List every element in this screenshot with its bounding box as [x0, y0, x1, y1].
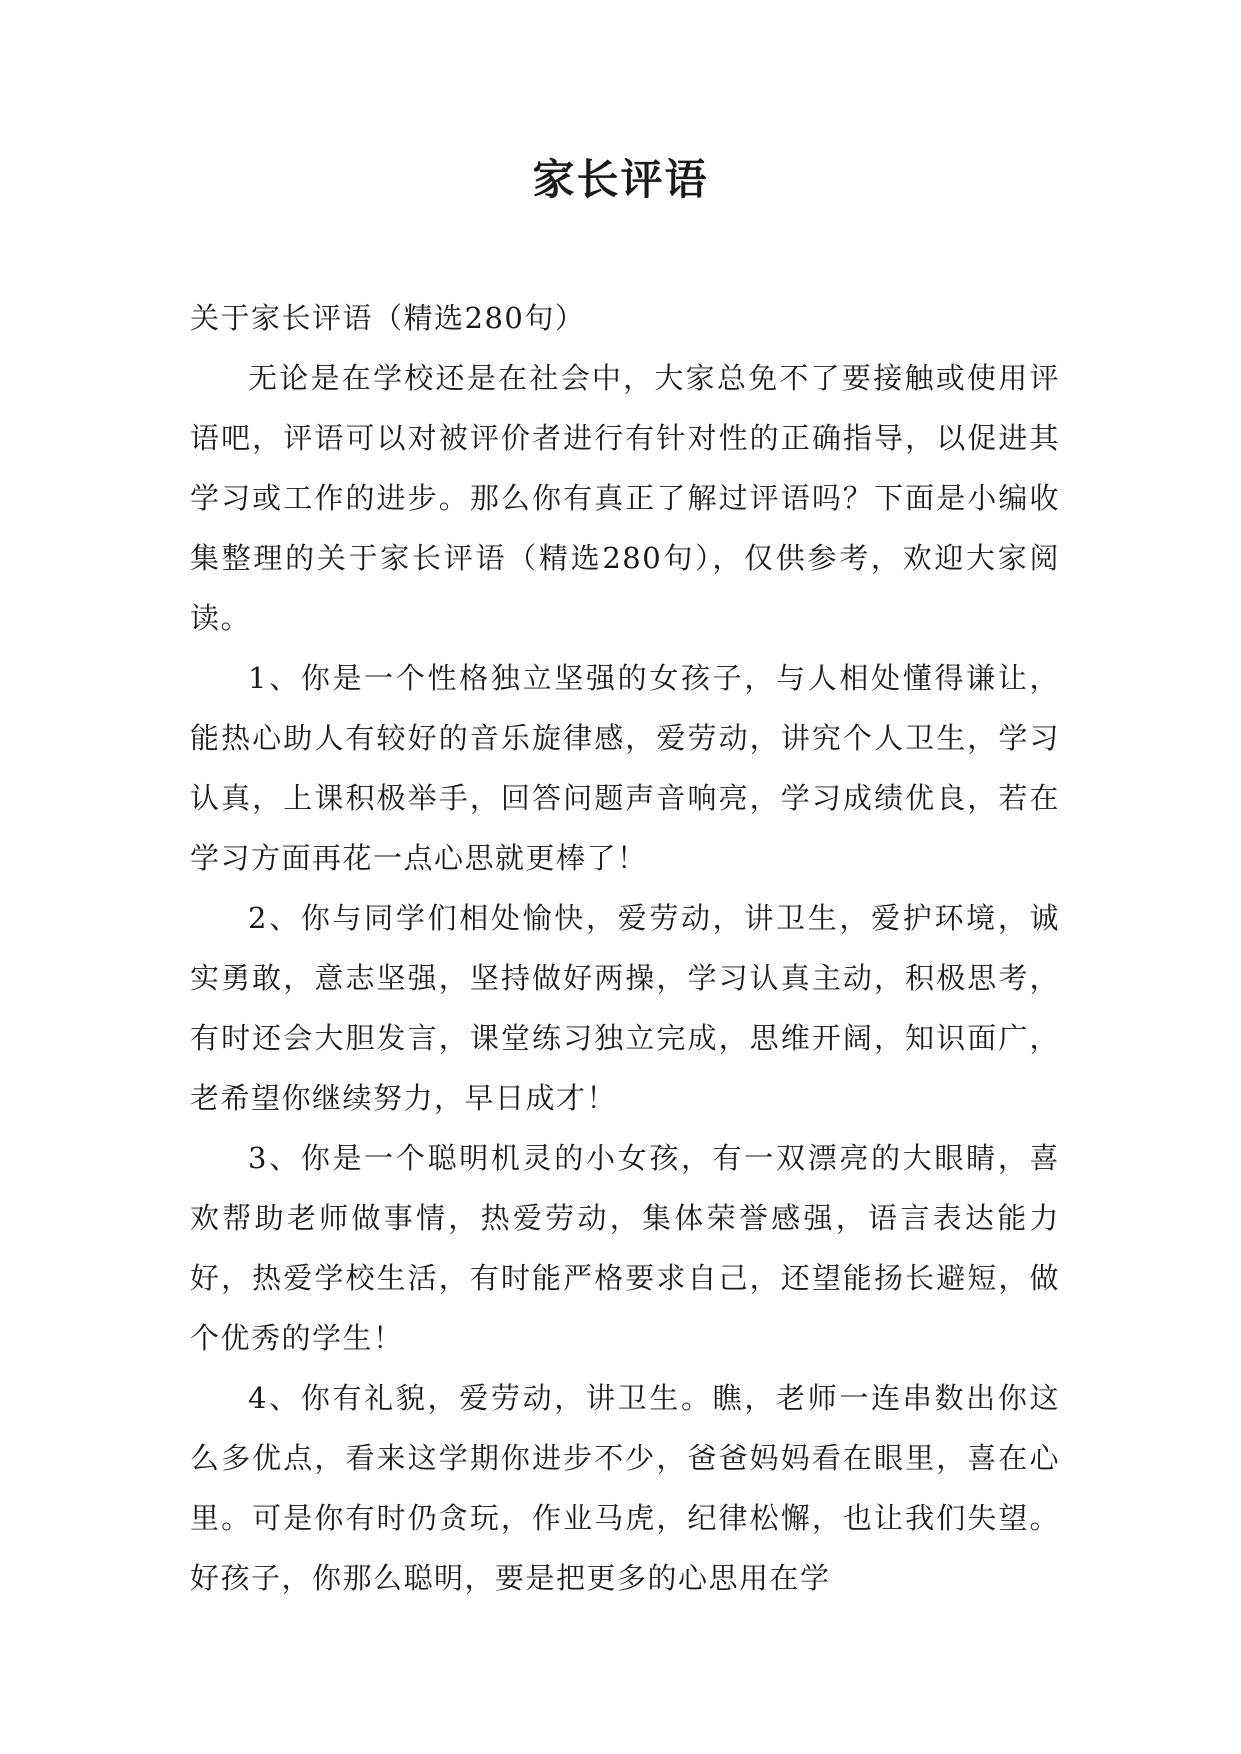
comment-item-2: 2、你与同学们相处愉快，爱劳动，讲卫生，爱护环境，诚实勇敢，意志坚强，坚持做好两操，学习认真主动，积极思考，有时还会大胆发言，课堂练习独立完成，思维开阔，知识面广，老希望你继续努力，早日成才！ — [190, 901, 1060, 1115]
comment-item-1: 1、你是一个性格独立坚强的女孩子，与人相处懂得谦让，能热心助人有较好的音乐旋律感，爱劳动，讲究个人卫生，学习认真，上课积极举手，回答问题声音响亮，学习成绩优良，若在学习方面再花一点心思就更棒了！ — [190, 661, 1060, 875]
document-body — [190, 288, 1060, 1608]
intro-paragraph: 无论是在学校还是在社会中，大家总免不了要接触或使用评语吧，评语可以对被评价者进行有针对性的正确指导，以促进其学习或工作的进步。那么你有真正了解过评语吗？下面是小编收集整理的关于家长评语（精选280句），仅供参考，欢迎大家阅读。 — [190, 361, 1060, 635]
document-subtitle: 关于家长评语（精选280句） — [190, 301, 586, 335]
document-title: 家长评语 — [532, 155, 709, 204]
comment-item-3: 3、你是一个聪明机灵的小女孩，有一双漂亮的大眼睛，喜欢帮助老师做事情，热爱劳动，集体荣誉感强，语言表达能力好，热爱学校生活，有时能严格要求自己，还望能扬长避短，做个优秀的学生！ — [190, 1141, 1060, 1355]
comment-item-4: 4、你有礼貌，爱劳动，讲卫生。瞧，老师一连串数出你这么多优点，看来这学期你进步不少，爸爸妈妈看在眼里，喜在心里。可是你有时仍贪玩，作业马虎，纪律松懈，也让我们失望。好孩子，你那么聪明，要是把更多的心思用在学 — [190, 1381, 1060, 1595]
